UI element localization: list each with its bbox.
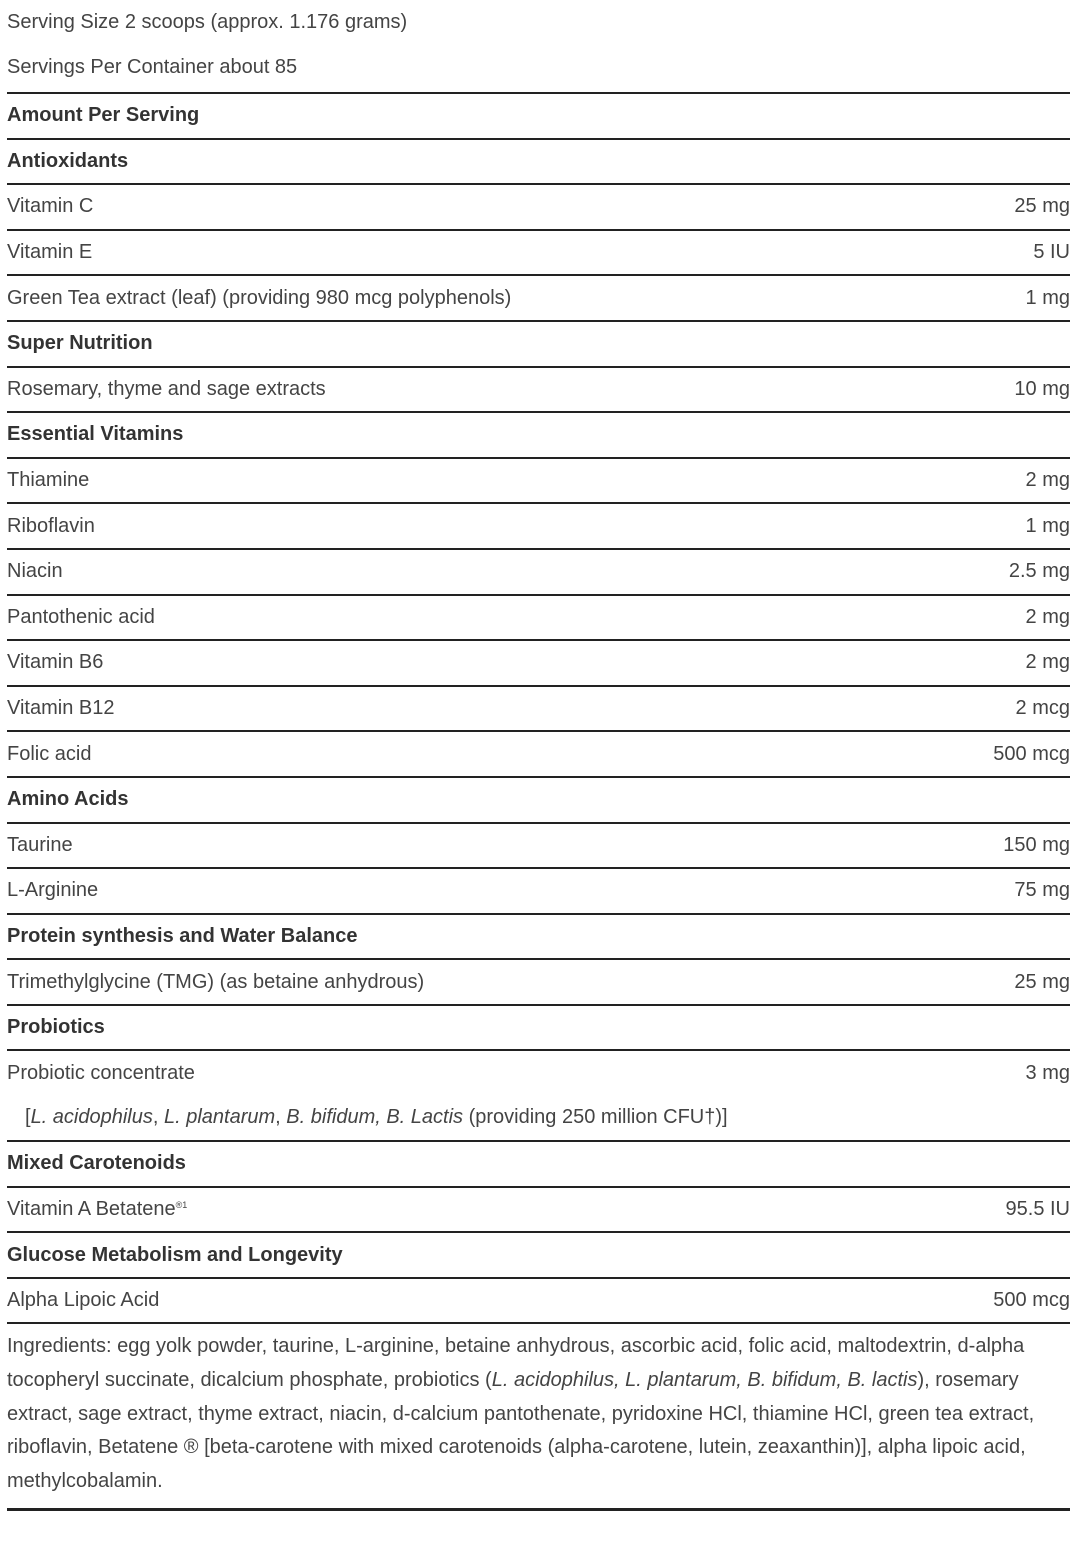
note-strain-3: B. bifidum, B. Lactis bbox=[286, 1106, 464, 1129]
section-title: Essential Vitamins bbox=[7, 423, 184, 446]
nutrient-name: Folic acid bbox=[7, 742, 92, 765]
nutrient-name: Thiamine bbox=[7, 469, 90, 492]
registered-footnote-mark: ®1 bbox=[175, 1199, 188, 1210]
nutrient-name: Green Tea extract (leaf) (providing 980 mcg polyphenols) bbox=[7, 286, 512, 309]
nutrient-name: L-Arginine bbox=[7, 879, 99, 902]
section-header-protein-synthesis bbox=[7, 913, 1070, 959]
servings-per-container: Servings Per Container about 85 bbox=[7, 56, 298, 78]
nutrient-amount: 2 mcg bbox=[1015, 697, 1070, 720]
section-header-amino-acids bbox=[7, 776, 1070, 822]
nutrient-amount: 500 mcg bbox=[993, 742, 1070, 765]
nutrient-row-pantothenic-acid bbox=[7, 594, 1070, 640]
nutrient-row-vitamin-a bbox=[7, 1186, 1070, 1232]
nutrient-amount: 25 mg bbox=[1014, 970, 1070, 993]
nutrient-name: Vitamin C bbox=[7, 195, 94, 218]
section-header-antioxidants bbox=[7, 138, 1070, 184]
nutrient-row-taurine bbox=[7, 822, 1070, 868]
section-title: Protein synthesis and Water Balance bbox=[7, 924, 358, 947]
ingredients-strains: L. acidophilus, L. plantarum, B. bifidum, B. lactis bbox=[491, 1369, 918, 1392]
nutrient-row-probiotic-concentrate bbox=[7, 1049, 1070, 1095]
section-header-mixed-carotenoids bbox=[7, 1140, 1070, 1186]
nutrient-name: Taurine bbox=[7, 833, 73, 856]
section-header-super-nutrition bbox=[7, 320, 1070, 366]
nutrient-name: Vitamin A Betatene bbox=[7, 1197, 176, 1220]
note-open: [ bbox=[25, 1106, 31, 1129]
ingredients-paragraph bbox=[7, 1322, 1070, 1511]
nutrient-row-l-arginine bbox=[7, 867, 1070, 913]
nutrient-amount: 150 mg bbox=[1003, 833, 1070, 856]
ingredients-part-1: Ingredients: egg yolk powder, taurine, L-arginine, betaine anhydrous, ascorbic acid, folic acid, maltodextrin, d-alpha tocopheryl succinate, dicalcium phosphate, probiotics ( bbox=[7, 1335, 1025, 1392]
note-rest: (providing 250 million CFU†)] bbox=[463, 1106, 728, 1129]
nutrient-row-tmg bbox=[7, 958, 1070, 1004]
nutrient-name: Vitamin B12 bbox=[7, 697, 115, 720]
supplement-facts-table bbox=[7, 0, 1070, 1511]
nutrient-amount: 25 mg bbox=[1014, 195, 1070, 218]
nutrient-amount: 10 mg bbox=[1014, 377, 1070, 400]
nutrient-name: Vitamin E bbox=[7, 241, 93, 264]
nutrient-row-riboflavin bbox=[7, 502, 1070, 548]
nutrient-amount: 75 mg bbox=[1014, 879, 1070, 902]
nutrient-name: Vitamin B6 bbox=[7, 651, 104, 674]
nutrient-amount: 3 mg bbox=[1025, 1061, 1070, 1084]
nutrient-name-wrap bbox=[7, 1198, 187, 1221]
nutrient-amount: 1 mg bbox=[1025, 286, 1070, 309]
nutrient-row-vitamin-b6 bbox=[7, 639, 1070, 685]
nutrient-row-thiamine bbox=[7, 457, 1070, 503]
nutrient-row-herb-extracts bbox=[7, 366, 1070, 412]
section-title: Probiotics bbox=[7, 1016, 105, 1039]
probiotic-strains-note bbox=[7, 1095, 1070, 1140]
nutrient-name: Alpha Lipoic Acid bbox=[7, 1289, 160, 1312]
section-title: Mixed Carotenoids bbox=[7, 1152, 186, 1175]
section-title: Glucose Metabolism and Longevity bbox=[7, 1243, 343, 1266]
nutrient-amount: 95.5 IU bbox=[1005, 1197, 1070, 1220]
nutrient-row-niacin bbox=[7, 548, 1070, 594]
amount-per-serving-label: Amount Per Serving bbox=[7, 104, 200, 127]
section-title: Amino Acids bbox=[7, 788, 129, 811]
nutrient-name: Trimethylglycine (TMG) (as betaine anhydrous) bbox=[7, 970, 425, 993]
serving-size: Serving Size 2 scoops (approx. 1.176 grams) bbox=[7, 11, 408, 33]
section-header-glucose-metabolism bbox=[7, 1231, 1070, 1277]
nutrient-name: Rosemary, thyme and sage extracts bbox=[7, 377, 326, 400]
nutrient-amount: 1 mg bbox=[1025, 514, 1070, 537]
amount-per-serving-header bbox=[7, 92, 1070, 138]
nutrient-name: Probiotic concentrate bbox=[7, 1061, 195, 1084]
nutrient-row-alpha-lipoic-acid bbox=[7, 1277, 1070, 1323]
nutrient-amount: 2 mg bbox=[1025, 469, 1070, 492]
section-title: Antioxidants bbox=[7, 149, 129, 172]
nutrient-amount: 2 mg bbox=[1025, 651, 1070, 674]
note-sep-2: , bbox=[275, 1106, 287, 1129]
section-header-probiotics bbox=[7, 1004, 1070, 1050]
nutrient-name: Pantothenic acid bbox=[7, 605, 155, 628]
nutrient-name: Niacin bbox=[7, 560, 63, 583]
section-header-essential-vitamins bbox=[7, 411, 1070, 457]
nutrient-amount: 5 IU bbox=[1033, 241, 1070, 264]
nutrient-amount: 500 mcg bbox=[993, 1289, 1070, 1312]
nutrient-amount: 2.5 mg bbox=[1008, 560, 1070, 583]
nutrient-name: Riboflavin bbox=[7, 514, 95, 537]
section-title: Super Nutrition bbox=[7, 332, 153, 355]
note-strain-1: L. acidophilus bbox=[30, 1106, 153, 1129]
nutrient-amount: 2 mg bbox=[1025, 605, 1070, 628]
nutrient-row-vitamin-c bbox=[7, 183, 1070, 229]
note-strain-2: L. plantarum bbox=[164, 1106, 276, 1129]
nutrient-row-vitamin-e bbox=[7, 229, 1070, 275]
nutrient-row-vitamin-b12 bbox=[7, 685, 1070, 731]
nutrient-row-green-tea bbox=[7, 274, 1070, 320]
note-sep-1: , bbox=[152, 1106, 164, 1129]
nutrient-row-folic-acid bbox=[7, 730, 1070, 776]
ingredients-part-2: ), rosemary extract, sage extract, thyme extract, niacin, d-calcium pantothenate, pyridoxine HCl, thiamine HCl, green tea extract, riboflavin, Betatene ® [beta-carotene with mixed carotenoids (alpha-carotene, lutein, zeaxanthin)], alpha lipoic acid, methylcobalamin. bbox=[7, 1369, 1035, 1492]
